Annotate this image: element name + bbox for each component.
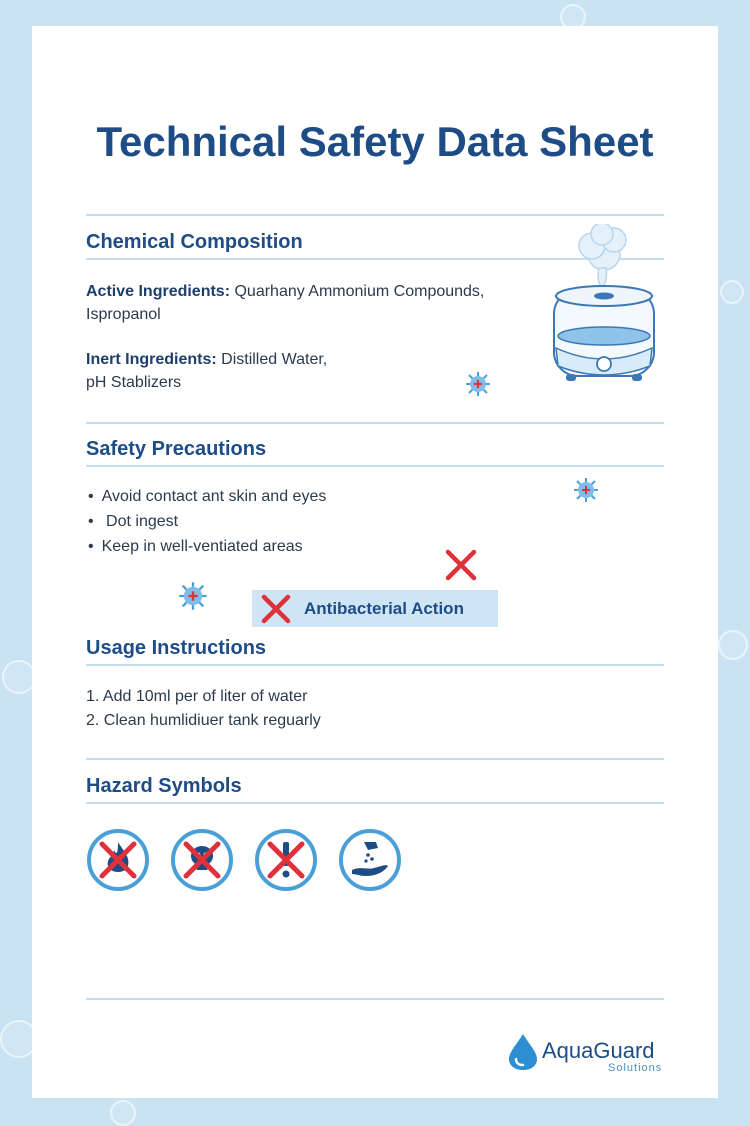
brand-tagline: Solutions [608,1062,663,1074]
list-item: • Avoid contact ant skin and eyes [88,484,326,509]
inert-ingredients-value: Distilled Water, [216,351,328,368]
list-item: 2. Clean humlidiuer tank reguarly [86,712,321,729]
usage-list [86,685,321,733]
corrosive-hand-icon [338,828,402,892]
list-item: • Keep in well-ventiated areas [88,534,326,559]
no-exclamation-icon [254,828,318,892]
page-title: Technical Safety Data Sheet [96,118,654,165]
active-ingredients-label: Active Ingredients: [86,283,231,300]
section-heading-usage: Usage Instructions [86,637,267,659]
divider [86,998,664,1000]
active-ingredients [86,280,484,326]
divider [86,422,664,424]
microbe-icon [572,476,600,504]
microbe-icon [177,580,209,612]
inert-ingredients-value-2: pH Stablizers [86,374,182,391]
section-heading-composition: Chemical Composition [86,231,303,253]
microbe-icon [464,370,492,398]
divider [86,758,664,760]
background-bubble [718,630,748,660]
divider [86,465,664,467]
background-bubble [110,1100,136,1126]
antibacterial-badge [252,590,498,627]
water-drop-logo-icon [507,1032,539,1072]
inert-ingredients [86,348,327,394]
red-x-icon [444,548,478,582]
section-heading-hazards: Hazard Symbols [86,775,242,797]
list-item: • Dot ingest [88,509,326,534]
precautions-list [88,484,326,559]
active-ingredients-value: Quarhany Ammonium Compounds, [230,283,485,300]
active-ingredients-value-2: Ispropanol [86,306,161,323]
divider [86,664,664,666]
brand-name: AquaGuard [542,1038,655,1063]
data-sheet-card [32,26,718,1098]
inert-ingredients-label: Inert Ingredients: [86,351,217,368]
background-bubble [2,660,36,694]
section-heading-precautions: Safety Precautions [86,438,267,460]
no-flame-icon [86,828,150,892]
humidifier-icon [544,224,664,394]
red-x-icon [260,593,292,625]
no-toxic-icon [170,828,234,892]
list-item: 1. Add 10ml per of liter of water [86,688,308,705]
background-bubble [720,280,744,304]
divider [86,802,664,804]
badge-label: Antibacterial Action [304,598,464,618]
divider [86,214,664,216]
